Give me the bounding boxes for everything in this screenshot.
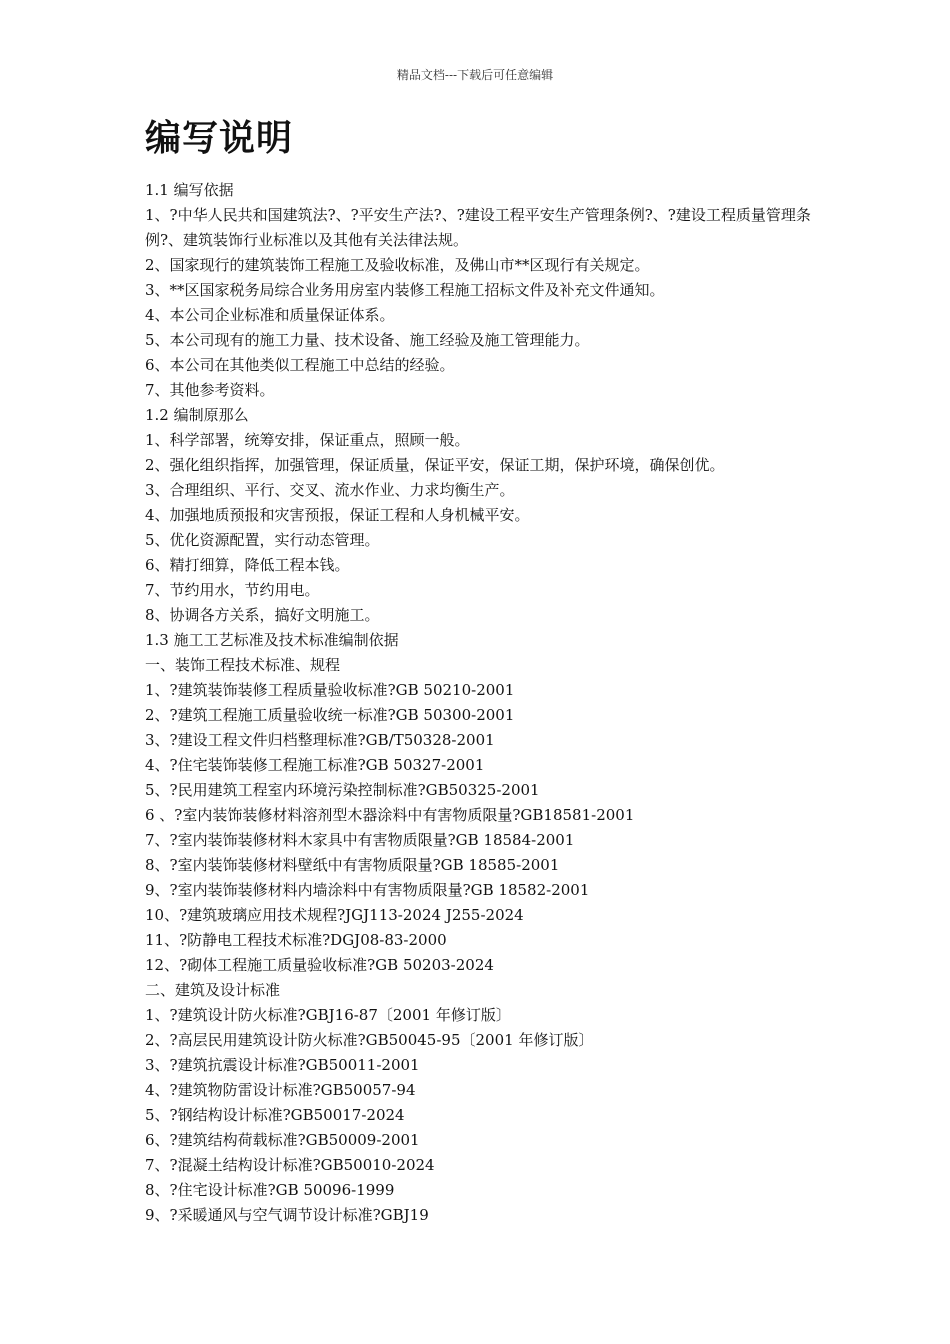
subsection-heading: 二、建筑及设计标准	[145, 981, 281, 999]
list-item: 7、节约用水，节约用电。	[145, 581, 320, 599]
document-body	[145, 178, 815, 1228]
subsection-heading: 一、装饰工程技术标准、规程	[145, 656, 341, 674]
list-item: 5、?民用建筑工程室内环境污染控制标准?GB50325-2001	[145, 781, 540, 799]
list-item: 3、**区国家税务局综合业务用房室内装修工程施工招标文件及补充文件通知。	[145, 281, 665, 299]
list-item: 2、?建筑工程施工质量验收统一标准?GB 50300-2001	[145, 706, 515, 724]
list-item: 8、?室内装饰装修材料壁纸中有害物质限量?GB 18585-2001	[145, 856, 560, 874]
list-item: 3、?建设工程文件归档整理标准?GB/T50328-2001	[145, 731, 495, 749]
list-item: 7、?室内装饰装修材料木家具中有害物质限量?GB 18584-2001	[145, 831, 575, 849]
list-item: 8、协调各方关系，搞好文明施工。	[145, 606, 380, 624]
section-heading: 1.3 施工工艺标准及技术标准编制依据	[145, 631, 399, 649]
list-item: 6、本公司在其他类似工程施工中总结的经验。	[145, 356, 455, 374]
list-item: 6、?建筑结构荷载标准?GB50009-2001	[145, 1131, 420, 1149]
list-item: 6、精打细算，降低工程本钱。	[145, 556, 350, 574]
page-header: 精品文档---下载后可任意编辑	[396, 68, 554, 82]
list-item: 12、?砌体工程施工质量验收标准?GB 50203-2024	[145, 956, 494, 974]
list-item: 9、?室内装饰装修材料内墙涂料中有害物质限量?GB 18582-2001	[145, 881, 590, 899]
list-item: 4、加强地质预报和灾害预报，保证工程和人身机械平安。	[145, 506, 530, 524]
list-item: 5、优化资源配置，实行动态管理。	[145, 531, 380, 549]
list-item: 3、合理组织、平行、交叉、流水作业、力求均衡生产。	[145, 481, 515, 499]
list-item: 8、?住宅设计标准?GB 50096-1999	[145, 1181, 395, 1199]
list-item: 6 、?室内装饰装修材料溶剂型木器涂料中有害物质限量?GB18581-2001	[145, 806, 635, 824]
list-item: 1、科学部署，统筹安排，保证重点，照顾一般。	[145, 431, 470, 449]
list-item: 7、其他参考资料。	[145, 381, 275, 399]
list-item: 4、?住宅装饰装修工程施工标准?GB 50327-2001	[145, 756, 485, 774]
list-item: 1、?建筑装饰装修工程质量验收标准?GB 50210-2001	[145, 681, 515, 699]
list-item: 3、?建筑抗震设计标准?GB50011-2001	[145, 1056, 420, 1074]
list-item: 4、本公司企业标准和质量保证体系。	[145, 306, 395, 324]
section-heading: 1.2 编制原那么	[145, 406, 249, 424]
list-item: 10、?建筑玻璃应用技术规程?JGJ113-2024 J255-2024	[145, 906, 524, 924]
list-item: 1、?中华人民共和国建筑法?、?平安生产法?、?建设工程平安生产管理条例?、?建设工程质量管理条例?、建筑装饰行业标准以及其他有关法律法规。	[145, 206, 811, 249]
list-item: 9、?采暖通风与空气调节设计标准?GBJ19	[145, 1206, 429, 1224]
list-item: 1、?建筑设计防火标准?GBJ16-87〔2001 年修订版〕	[145, 1006, 511, 1024]
list-item: 2、强化组织指挥，加强管理，保证质量，保证平安，保证工期，保护环境，确保创优。	[145, 456, 725, 474]
list-item: 2、国家现行的建筑装饰工程施工及验收标准，及佛山市**区现行有关规定。	[145, 256, 650, 274]
list-item: 4、?建筑物防雷设计标准?GB50057-94	[145, 1081, 416, 1099]
list-item: 7、?混凝土结构设计标准?GB50010-2024	[145, 1156, 435, 1174]
list-item: 2、?高层民用建筑设计防火标准?GB50045-95〔2001 年修订版〕	[145, 1031, 594, 1049]
section-heading: 1.1 编写依据	[145, 181, 234, 199]
list-item: 5、?钢结构设计标准?GB50017-2024	[145, 1106, 405, 1124]
page-title: 编写说明	[145, 118, 294, 159]
list-item: 11、?防静电工程技术标准?DGJ08-83-2000	[145, 931, 447, 949]
list-item: 5、本公司现有的施工力量、技术设备、施工经验及施工管理能力。	[145, 331, 590, 349]
